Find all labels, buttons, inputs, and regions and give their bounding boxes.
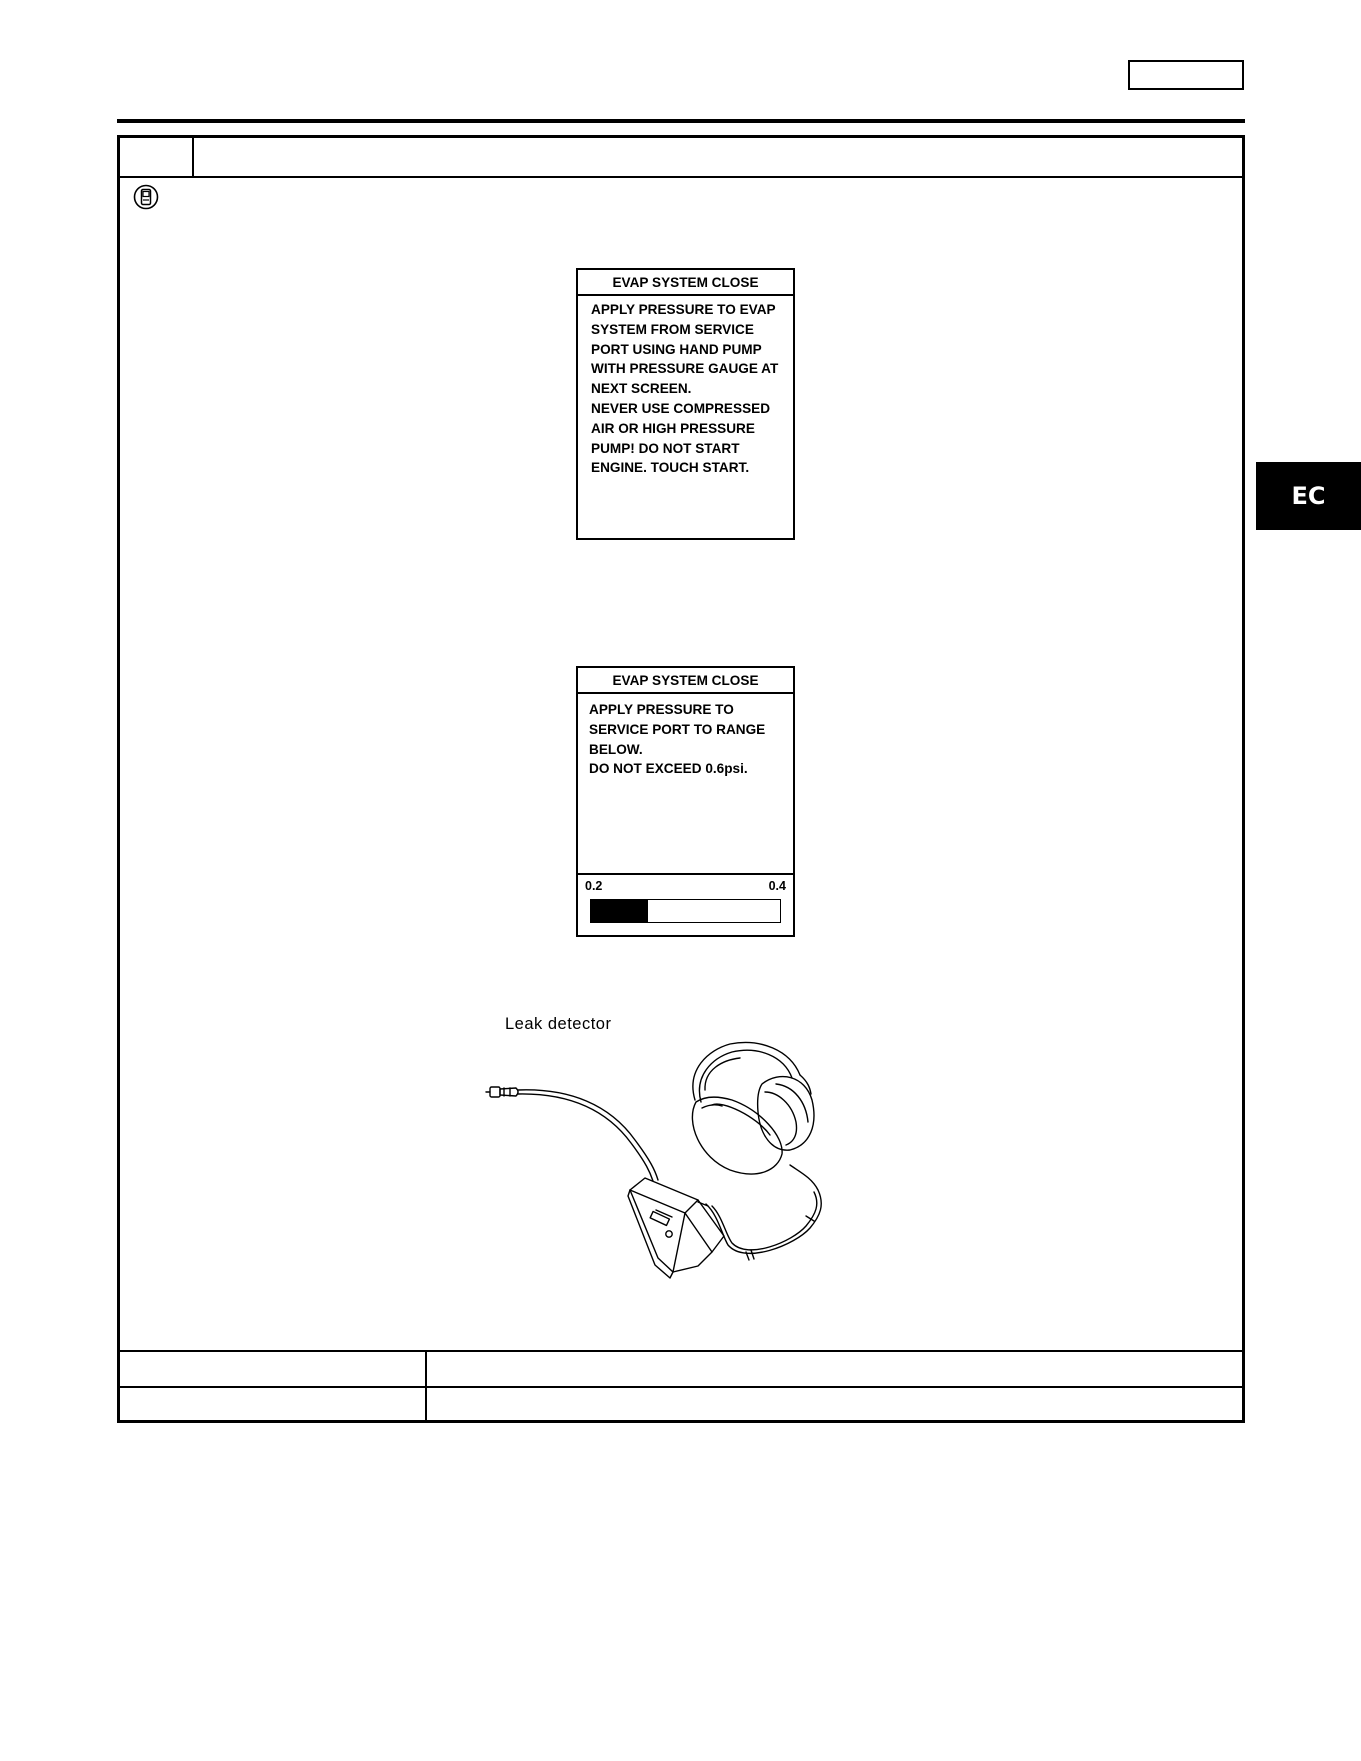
section-tab-ec[interactable] [1256,462,1361,530]
screen-title: EVAP SYSTEM CLOSE [578,668,793,694]
screen-text-line: ENGINE. TOUCH START. [591,460,750,476]
screen-text-line: PUMP! DO NOT START [591,440,740,456]
section-tab-label: EC [1291,482,1326,510]
step-header-row [120,138,1242,178]
screen-text-line: BELOW. [589,741,643,757]
consult-screen-instructions [576,268,795,540]
screen-text-line: DO NOT EXCEED 0.6psi. [589,761,748,777]
leak-detector-illustration [460,1030,900,1280]
screen-body [578,694,793,779]
screen-text-line: APPLY PRESSURE TO [589,702,734,717]
consult-tester-icon [133,184,159,210]
step-number-cell [120,138,194,176]
result-row-2 [120,1386,1242,1422]
consult-screen-pressure [576,666,795,937]
screen-body [578,296,793,478]
scale-min-label: 0.2 [585,879,603,893]
screen-text-line: NEXT SCREEN. [591,381,692,397]
result-row-1 [120,1350,1242,1386]
screen-text-line: SYSTEM FROM SERVICE [591,321,754,337]
scale-max-label: 0.4 [768,879,786,893]
pressure-bar-fill [591,900,648,922]
screen-text-line: NEVER USE COMPRESSED [591,400,771,416]
screen-title: EVAP SYSTEM CLOSE [578,270,793,296]
header-page-box [1128,60,1244,90]
result-column-divider [425,1350,427,1420]
screen-text-line: SERVICE PORT TO RANGE [589,721,766,737]
screen-text-line: AIR OR HIGH PRESSURE [591,420,755,436]
screen-text-line: APPLY PRESSURE TO EVAP [591,302,776,317]
pressure-bar [590,899,781,923]
screen-text-line: WITH PRESSURE GAUGE AT [591,361,779,377]
screen-text-line: PORT USING HAND PUMP [591,341,762,357]
leak-detector-label: Leak detector [505,1015,612,1033]
pressure-scale [578,873,793,935]
header-rule [117,119,1245,123]
